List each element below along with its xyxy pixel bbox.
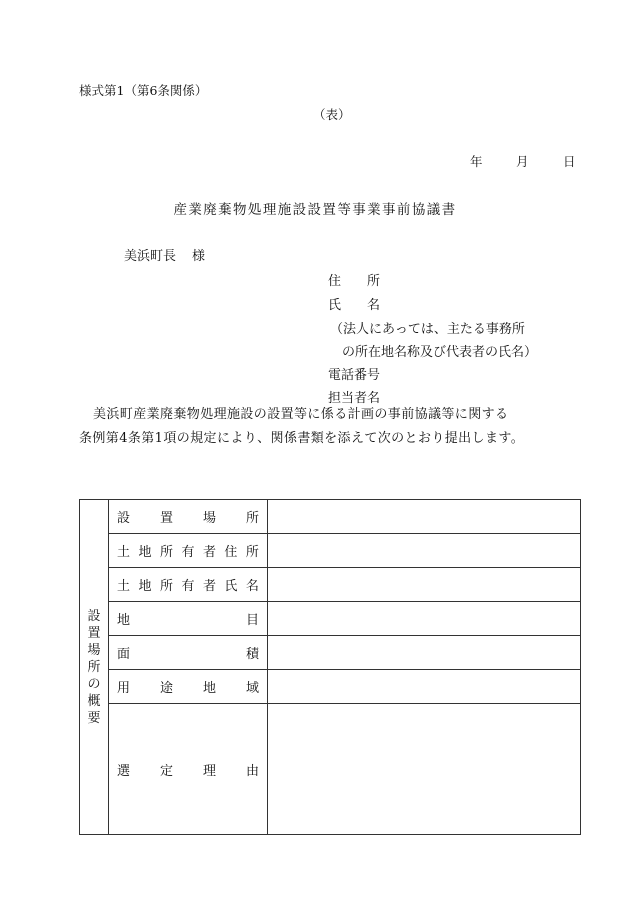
table-row [80, 534, 581, 568]
label-char: 有 [181, 579, 195, 594]
label-char: 理 [202, 763, 216, 779]
row-value[interactable] [268, 670, 581, 704]
label-char: 積 [245, 647, 259, 662]
table-row [80, 670, 581, 704]
label-char: 地 [138, 579, 152, 594]
form-number: 様式第1（第6条関係） [79, 83, 208, 98]
table-row [80, 500, 581, 534]
row-value[interactable] [268, 534, 581, 568]
site-overview-table [79, 499, 581, 835]
label-char: 置 [159, 511, 173, 526]
label-char: 場 [202, 511, 216, 526]
label-char: 設 [117, 511, 131, 526]
section-header-char: 所 [87, 659, 101, 675]
table-row [80, 636, 581, 670]
label-char: 目 [245, 613, 259, 628]
body-line-2: 条例第4条第1項の規定により、関係書類を添えて次のとおり提出します。 [79, 431, 525, 446]
label-char: 土 [117, 545, 131, 560]
section-header-char: 設 [87, 608, 101, 624]
addressee-honorific: 様 [192, 249, 206, 264]
section-header-char: の [87, 676, 101, 692]
table-row [80, 704, 581, 835]
applicant-contact-label: 担当者名 [328, 391, 381, 406]
addressee-name: 美浜町長 [124, 249, 177, 264]
row-label [109, 500, 268, 534]
section-header-char: 要 [87, 710, 101, 726]
label-char: 地 [138, 545, 152, 560]
label-char: 所 [159, 579, 173, 594]
row-value[interactable] [268, 602, 581, 636]
body-line-1: 美浜町産業廃棄物処理施設の設置等に係る計画の事前協議等に関する [93, 407, 509, 422]
row-label [109, 704, 268, 835]
addressee [124, 245, 205, 264]
label-char: 所 [159, 545, 173, 560]
date-year: 年 [470, 154, 483, 169]
row-label [109, 602, 268, 636]
applicant-note-line1: （法人にあっては、主たる事務所 [330, 322, 525, 337]
label-char: 定 [159, 763, 173, 779]
applicant-address-label: 住 所 [328, 274, 381, 289]
row-label [109, 534, 268, 568]
label-char: 選 [117, 763, 131, 779]
row-value[interactable] [268, 704, 581, 835]
label-char: 域 [245, 681, 259, 696]
label-char: 途 [159, 681, 173, 696]
label-char: 有 [181, 545, 195, 560]
section-header-char: 置 [87, 625, 101, 641]
label-char: 住 [224, 545, 238, 560]
section-header-char: 場 [87, 642, 101, 658]
row-label [109, 568, 268, 602]
row-value[interactable] [268, 636, 581, 670]
applicant-phone-label: 電話番号 [328, 368, 381, 383]
label-char: 氏 [224, 579, 238, 594]
row-value[interactable] [268, 500, 581, 534]
row-value[interactable] [268, 568, 581, 602]
label-char: 者 [202, 545, 216, 560]
body-text [79, 403, 581, 451]
applicant-name-label: 氏 名 [328, 298, 381, 313]
label-char: 地 [202, 681, 216, 696]
applicant-note-line2: の所在地名称及び代表者の氏名） [342, 345, 538, 360]
date-month: 月 [516, 154, 529, 169]
label-char: 所 [245, 511, 259, 526]
row-label [109, 670, 268, 704]
table-row [80, 568, 581, 602]
label-char: 名 [245, 579, 259, 594]
page-side-label: （表） [313, 107, 351, 122]
label-char: 面 [117, 647, 131, 662]
section-header [80, 500, 109, 835]
label-char: 用 [117, 681, 131, 696]
document-title: 産業廃棄物処理施設設置等事業事前協議書 [173, 202, 457, 218]
table-row [80, 602, 581, 636]
label-char: 土 [117, 579, 131, 594]
date-day: 日 [563, 154, 576, 169]
label-char: 由 [245, 763, 259, 779]
label-char: 所 [245, 545, 259, 560]
section-header-char: 概 [87, 693, 101, 709]
label-char: 地 [117, 613, 131, 628]
label-char: 者 [202, 579, 216, 594]
row-label [109, 636, 268, 670]
